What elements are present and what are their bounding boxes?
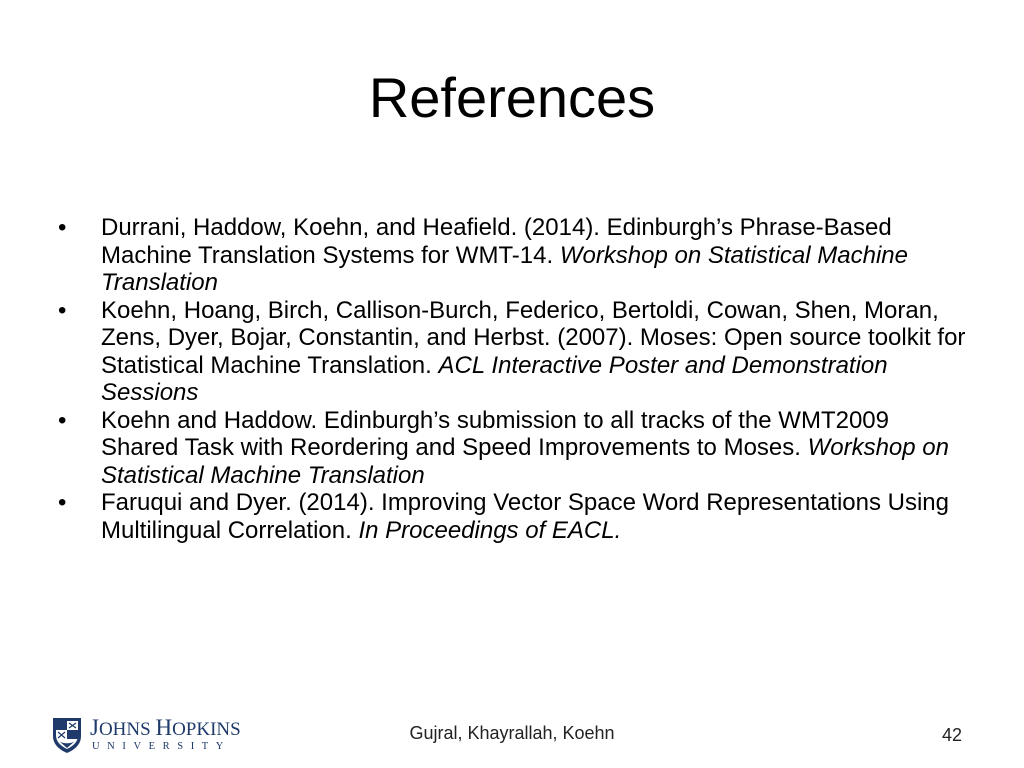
reference-venue: Workshop on Statistical Machine Translation — [101, 241, 908, 296]
reference-text: Koehn and Haddow. Edinburgh’s submission to all tracks of the WMT2009 Shared Task with Reordering and Speed Improvements to Moses. — [101, 406, 889, 461]
bullet: • — [58, 214, 67, 241]
reference-text: Durrani, Haddow, Koehn, and Heafield. (2014). Edinburgh’s Phrase-Based Machine Translation Systems for WMT-14. — [101, 214, 892, 269]
logo-subtitle: UNIVERSITY — [92, 741, 231, 752]
reference-text: Faruqui and Dyer. (2014). Improving Vector Space Word Representations Using Multilingual Correlation. — [101, 489, 949, 544]
slide-title: References — [368, 66, 656, 129]
reference-item — [58, 297, 968, 407]
reference-item — [58, 214, 968, 297]
reference-venue: Workshop on Statistical Machine Translation — [101, 434, 949, 489]
bullet: • — [58, 296, 67, 324]
footer-authors: Gujral, Khayrallah, Koehn — [409, 723, 615, 743]
bullet: • — [58, 406, 67, 434]
bullet: • — [58, 489, 67, 516]
reference-venue: ACL Interactive Poster and Demonstration Sessions — [101, 351, 888, 406]
reference-venue: In Proceedings of EACL. — [358, 516, 622, 544]
reference-text: Koehn, Hoang, Birch, Callison-Burch, Federico, Bertoldi, Cowan, Shen, Moran, Zens, Dyer, Bojar, Constantin, and Herbst. (2007). Moses: Open source toolkit for Statistical Machine Translation. — [101, 296, 966, 379]
reference-item — [58, 489, 968, 544]
reference-item — [58, 407, 968, 490]
logo-wordmark: JOHNS HOPKINS — [90, 715, 241, 740]
page-number: 42 — [941, 725, 962, 745]
reference-list — [58, 214, 968, 544]
